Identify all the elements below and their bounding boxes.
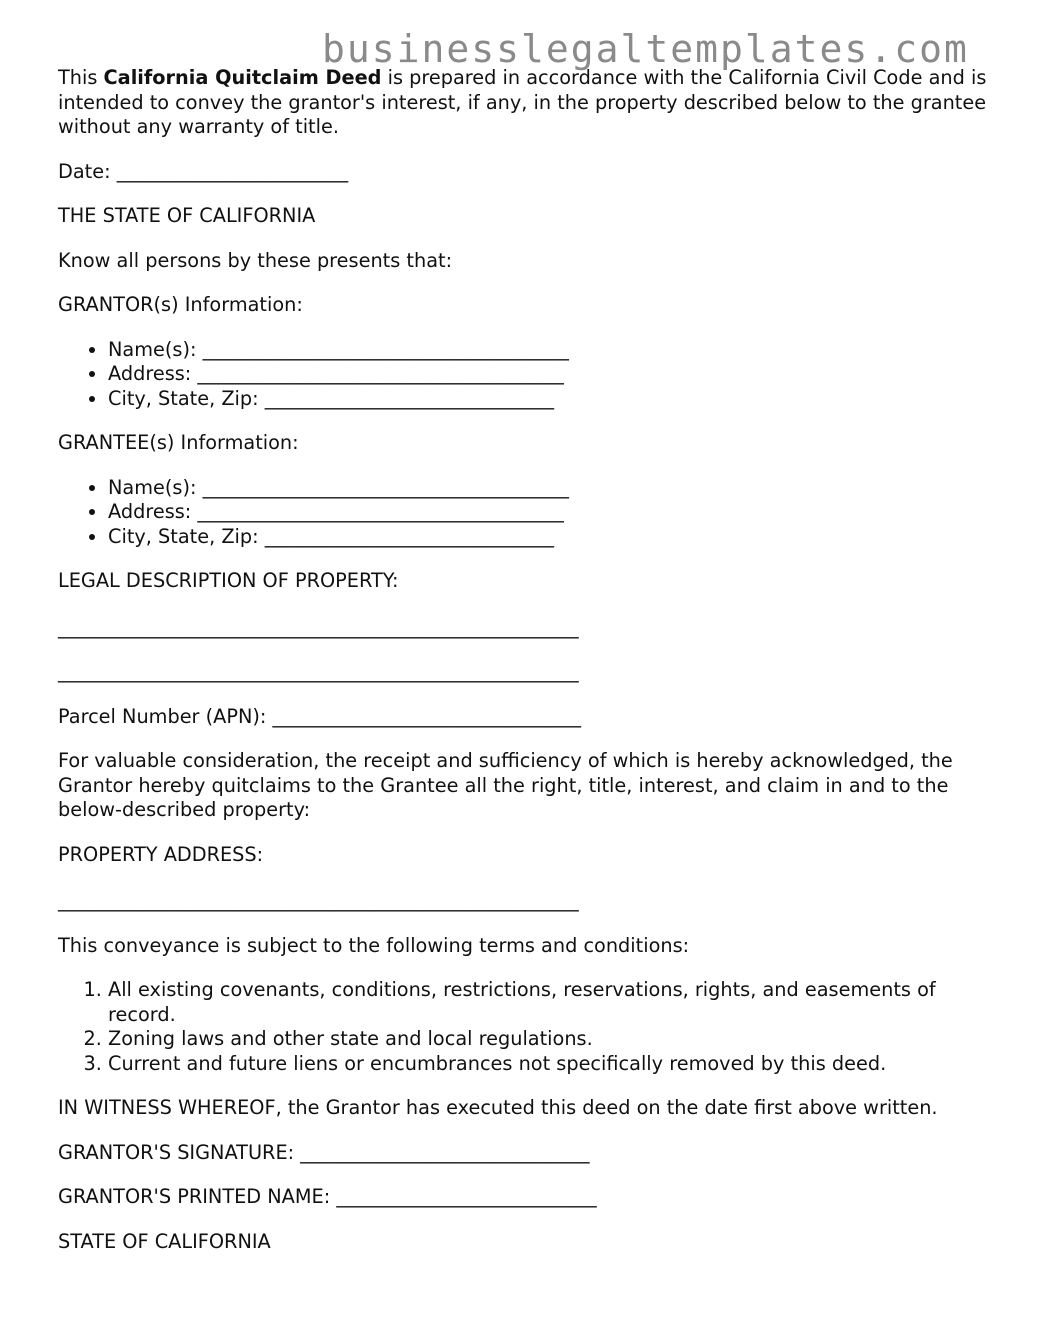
grantee-heading: GRANTEE(s) Information: [58,431,299,454]
intro-paragraph: This California Quitclaim Deed is prepared in accordance with the California Civil Code and is intended to convey the grantor's interest, if any, in the property described below to the grantee without any warranty of title. [58,66,987,138]
grantor-name-field: • Name(s): ______________________________________ [108,338,998,363]
grantee-name-field: • Name(s): ______________________________________ [108,476,998,501]
property-address-heading: PROPERTY ADDRESS: [58,842,264,866]
terms-heading: This conveyance is subject to the following terms and conditions: [58,933,690,957]
term-item: 2. Zoning laws and other state and local regulations. [108,1027,998,1052]
grantor-heading: GRANTOR(s) Information: [58,293,303,316]
witness-paragraph: IN WITNESS WHEREOF, the Grantor has executed this deed on the date first above written. [58,1096,938,1119]
legal-description-line: ______________________________________________________ [58,660,579,683]
term-item: 3. Current and future liens or encumbrances not specifically removed by this deed. [108,1052,998,1077]
date-line: Date: ________________________ [58,159,349,183]
know-all-line: Know all persons by these presents that: [58,248,453,272]
grantor-signature-line: GRANTOR'S SIGNATURE: ______________________________ [58,1140,590,1164]
document-body [58,66,998,1274]
state-heading: THE STATE OF CALIFORNIA [58,204,316,227]
state-footer: STATE OF CALIFORNIA [58,1229,271,1253]
property-address-line: ______________________________________________________ [58,889,579,912]
grantor-address-field: • Address: ______________________________________ [108,362,998,387]
legal-description-heading: LEGAL DESCRIPTION OF PROPERTY: [58,569,399,592]
legal-description-line: ______________________________________________________ [58,615,579,639]
grantor-city-field: • City, State, Zip: ______________________________ [108,387,998,412]
grantee-city-field: • City, State, Zip: ______________________________ [108,525,998,550]
grantor-list [58,338,998,412]
watermark: businesslegaltemplates.com [322,27,969,71]
grantee-list [58,476,998,550]
grantor-printed-name-line: GRANTOR'S PRINTED NAME: ___________________________ [58,1185,597,1208]
terms-list [58,978,998,1076]
grantee-address-field: • Address: ______________________________________ [108,500,998,525]
parcel-number-line: Parcel Number (APN): ________________________________ [58,704,582,728]
term-item: 1. All existing covenants, conditions, restrictions, reservations, rights, and easements of record. [108,978,998,1027]
document-title: California Quitclaim Deed [103,66,382,89]
consideration-paragraph: For valuable consideration, the receipt and sufficiency of which is hereby acknowledged, the Grantor hereby quitclaims to the Grantee all the right, title, interest, and claim in and to the below-described property: [58,749,953,821]
